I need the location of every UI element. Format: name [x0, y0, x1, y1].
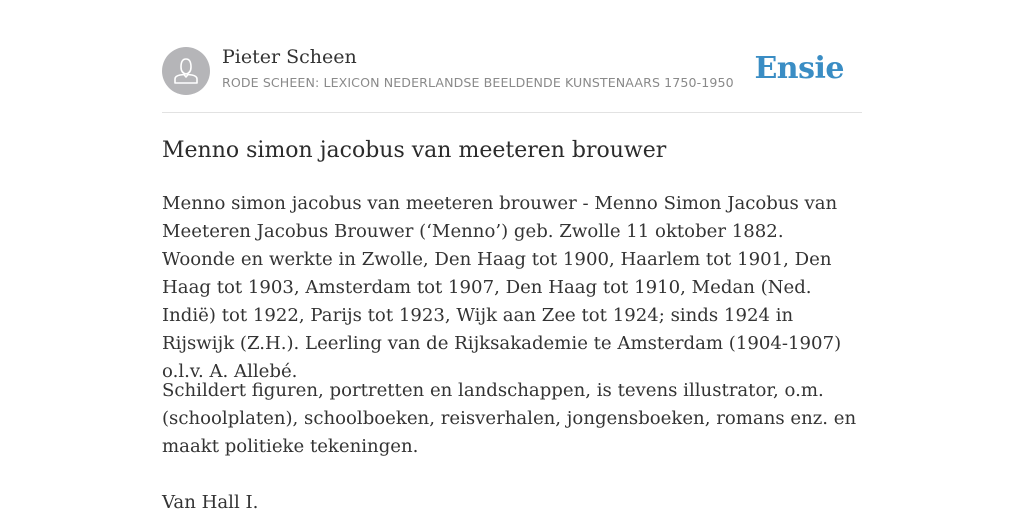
user-outline-icon: [162, 47, 210, 95]
source-lexicon[interactable]: RODE SCHEEN: LEXICON NEDERLANDSE BEELDENDE KUNSTENAARS 1750-1950: [222, 75, 734, 90]
author-name[interactable]: Pieter Scheen: [222, 46, 357, 68]
author-avatar[interactable]: [162, 47, 210, 95]
page-container: [162, 0, 862, 513]
article-header: [162, 0, 862, 113]
article-paragraph-2: Schildert figuren, portretten en landschappen, is tevens illustrator, o.m. (schoolplaten), schoolboeken, reisverhalen, jongensboeken, romans enz. en maakt politieke tekeningen.: [162, 380, 857, 457]
article-title: Menno simon jacobus van meeteren brouwer: [162, 138, 667, 163]
article-paragraph-1: Menno simon jacobus van meeteren brouwer - Menno Simon Jacobus van Meeteren Jacobus Brouwer (‘Menno’) geb. Zwolle 11 oktober 1882. Woonde en werkte in Zwolle, Den Haag tot 1900, Haarlem tot 1901, Den Haag tot 1903, Amsterdam tot 1907, Den Haag tot 1910, Medan (Ned. Indië) tot 1922, Parijs tot 1923, Wijk aan Zee tot 1924; sinds 1924 in Rijswijk (Z.H.). Leerling van de Rijksakademie te Amsterdam (1904-1907) o.l.v. A. Allebé.: [162, 193, 842, 382]
article-paragraph-3: Van Hall I.: [162, 492, 259, 513]
ensie-logo[interactable]: Ensie: [754, 51, 844, 86]
